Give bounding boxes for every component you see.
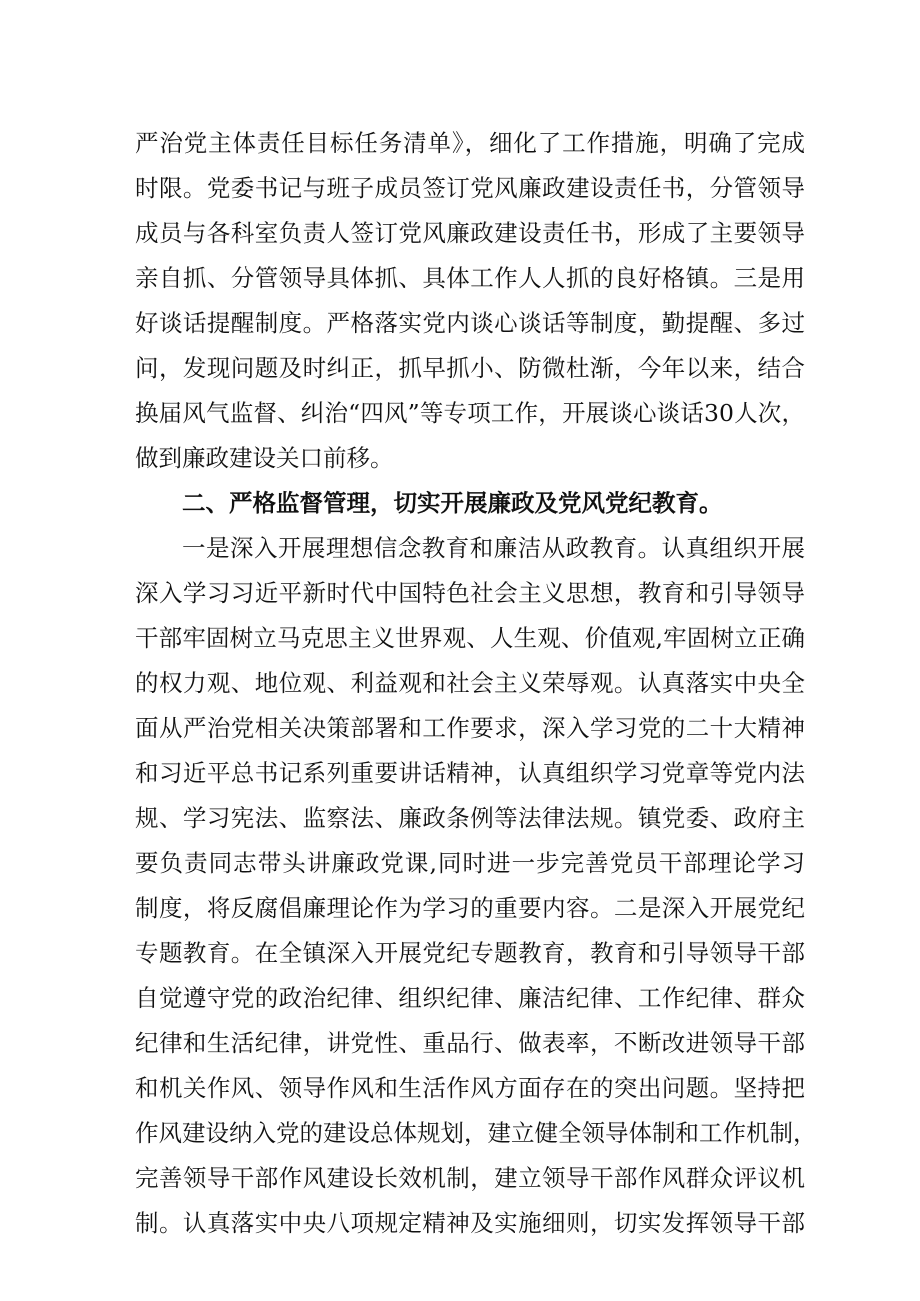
text-line: 和习近平总书记系列重要讲话精神，认真组织学习党章等党内法 (135, 759, 805, 787)
text-line: 和机关作风、领导作风和生活作风方面存在的突出问题。坚持把 (135, 1074, 805, 1102)
text-line: 面从严治党相关决策部署和工作要求，深入学习党的二十大精神 (135, 714, 805, 742)
text-line: 严治党主体责任目标任务清单》，细化了工作措施，明确了完成 (135, 129, 805, 157)
text-line: 完善领导干部作风建设长效机制，建立领导干部作风群众评议机 (135, 1164, 805, 1192)
text-line: 作风建设纳入党的建设总体规划，建立健全领导体制和工作机制， (135, 1119, 817, 1147)
text-line: 自觉遵守党的政治纪律、组织纪律、廉洁纪律、工作纪律、群众 (135, 984, 805, 1012)
text-line: 换届风气监督、纠治“四风”等专项工作，开展谈心谈话30人次， (135, 399, 805, 427)
text-line: 纪律和生活纪律，讲党性、重品行、做表率，不断改进领导干部 (135, 1029, 805, 1057)
text-line: 成员与各科室负责人签订党风廉政建设责任书，形成了主要领导 (135, 219, 805, 247)
text-line: 做到廉政建设关口前移。 (135, 444, 394, 472)
section-heading: 二、严格监督管理，切实开展廉政及党风党纪教育。 (182, 489, 723, 517)
text-line: 时限。党委书记与班子成员签订党风廉政建设责任书，分管领导 (135, 174, 805, 202)
text-line: 要负责同志带头讲廉政党课,同时进一步完善党员干部理论学习 (135, 849, 805, 877)
text-line: 制度，将反腐倡廉理论作为学习的重要内容。二是深入开展党纪 (135, 894, 805, 922)
paragraph-first-line: 一是深入开展理想信念教育和廉洁从政教育。认真组织开展 (182, 534, 805, 562)
document-body (135, 121, 817, 1246)
text-line: 好谈话提醒制度。严格落实党内谈心谈话等制度，勤提醒、多过 (135, 309, 805, 337)
text-line: 规、学习宪法、监察法、廉政条例等法律法规。镇党委、政府主 (135, 804, 805, 832)
text-line: 制。认真落实中央八项规定精神及实施细则，切实发挥领导干部 (135, 1209, 805, 1237)
text-line: 的权力观、地位观、利益观和社会主义荣辱观。认真落实中央全 (135, 669, 805, 697)
text-line: 专题教育。在全镇深入开展党纪专题教育，教育和引导领导干部 (135, 939, 805, 967)
text-line: 问，发现问题及时纠正，抓早抓小、防微杜渐，今年以来，结合 (135, 354, 805, 382)
text-line: 干部牢固树立马克思主义世界观、人生观、价值观,牢固树立正确 (135, 624, 805, 652)
text-line: 深入学习习近平新时代中国特色社会主义思想，教育和引导领导 (135, 579, 805, 607)
text-line: 亲自抓、分管领导具体抓、具体工作人人抓的良好格镇。三是用 (135, 264, 805, 292)
